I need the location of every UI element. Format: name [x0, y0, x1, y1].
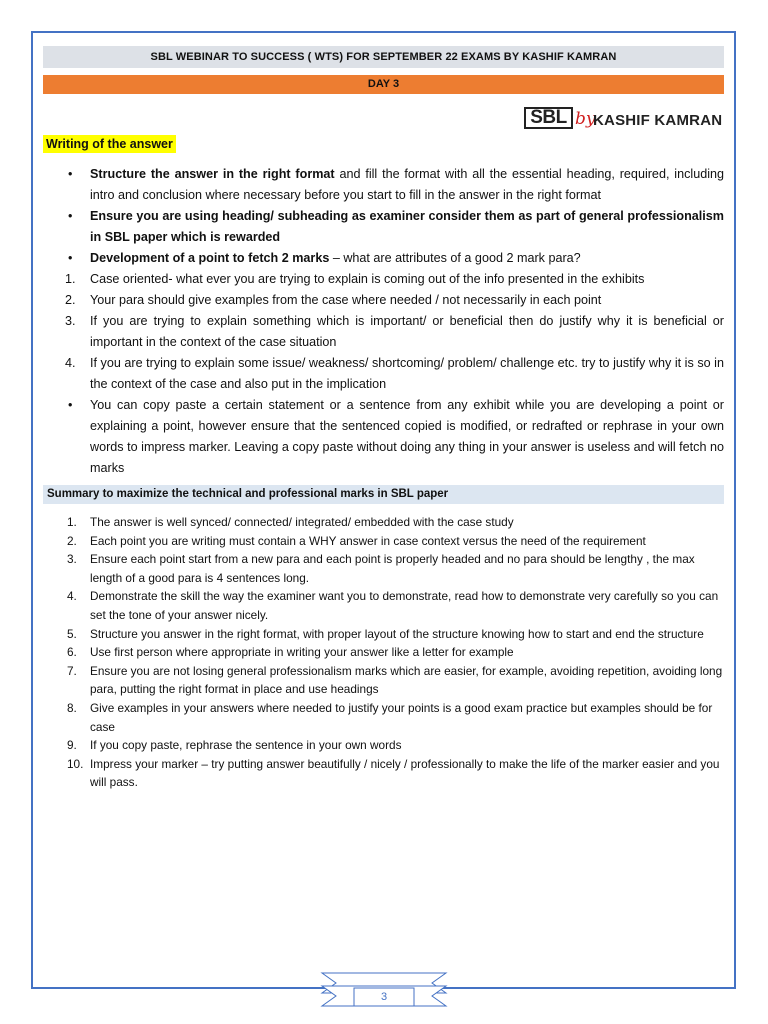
list-marker: • [68, 251, 73, 265]
logo-by-script: by [575, 109, 596, 129]
list-item [43, 662, 724, 699]
list-marker: 1. [65, 272, 76, 286]
list-item-bold: Ensure you are using heading/ subheading as examiner consider them as part of general professionalism in SBL paper which is rewarded [90, 209, 724, 244]
list-item [43, 206, 724, 248]
document-title: SBL WEBINAR TO SUCCESS ( WTS) FOR SEPTEMBER 22 EXAMS BY KASHIF KAMRAN [43, 46, 724, 68]
list-item-text: Your para should give examples from the case where needed / not necessarily in each point [90, 293, 602, 307]
list-item-text: Each point you are writing must contain a WHY answer in case context versus the need of the requirement [90, 533, 646, 548]
list-marker: • [68, 209, 73, 223]
list-marker: 6. [67, 645, 77, 660]
list-item-text: If you copy paste, rephrase the sentence in your own words [90, 738, 402, 753]
list-item [43, 311, 724, 353]
list-item-text: Structure you answer in the right format, with proper layout of the structure knowing how to start and end the structure [90, 626, 704, 641]
list-item [43, 248, 724, 269]
list-marker: 8. [67, 700, 77, 715]
list-marker: 9. [67, 738, 77, 753]
list-marker: 2. [67, 533, 77, 548]
list-item-text: Case oriented- what ever you are trying to explain is coming out of the info presented in the exhibits [90, 272, 645, 286]
list-item [43, 395, 724, 479]
list-marker: 7. [67, 663, 77, 678]
section-heading-writing: Writing of the answer [43, 135, 176, 153]
list-item [43, 513, 724, 532]
list-item-text: You can copy paste a certain statement or a sentence from any exhibit while you are developing a point or explaining a point, however ensure that the sentenced copied is modified, or redrafted or rephrase in your own words to impress marker. Leaving a copy paste without doing any thing in your answer is useless and will fetch no marks [90, 398, 724, 475]
list-item-text: If you are trying to explain some issue/ weakness/ shortcoming/ problem/ challenge etc. try to justify why it is so in the context of the case and also put in the implication [90, 356, 724, 391]
list-item [43, 290, 724, 311]
list-item [43, 164, 724, 206]
page-number: 3 [380, 991, 388, 1003]
logo-name: KASHIF KAMRAN [593, 112, 723, 129]
day-banner: DAY 3 [43, 75, 724, 94]
list-item-text: Impress your marker – try putting answer beautifully / nicely / professionally to make the life of the marker easier and you will pass. [90, 756, 720, 790]
list-item [43, 532, 724, 551]
list-item [43, 550, 724, 587]
list-marker: 4. [65, 356, 76, 370]
list-item-text: Ensure each point start from a new para and each point is properly headed and no para should be lengthy , the max length of a good para is 4 sentences long. [90, 552, 695, 585]
list-item [43, 353, 724, 395]
list-item-text: Give examples in your answers where needed to justify your points is a good exam practice but examples should be for case [90, 700, 713, 734]
list-item [43, 625, 724, 644]
list-item-bold: Development of a point to fetch 2 marks [90, 251, 330, 265]
brand-logo [524, 106, 724, 132]
list-item [43, 587, 724, 624]
section-heading-summary: Summary to maximize the technical and professional marks in SBL paper [43, 485, 724, 504]
page-footer [318, 970, 450, 1010]
writing-answer-list [43, 164, 724, 479]
list-marker: • [68, 398, 73, 412]
list-item-text: Demonstrate the skill the way the examiner want you to demonstrate, read how to demonstrate very carefully so you can set the tone of your answer nicely. [90, 589, 719, 622]
list-item [43, 269, 724, 290]
list-marker: 4. [67, 589, 77, 604]
list-marker: 10. [67, 756, 84, 771]
list-item [43, 736, 724, 755]
list-item [43, 643, 724, 662]
list-marker: 1. [67, 515, 77, 529]
list-marker: 3. [67, 552, 77, 567]
list-item-text: The answer is well synced/ connected/ integrated/ embedded with the case study [90, 515, 514, 529]
logo-sbl-box: SBL [524, 107, 573, 129]
list-marker: 5. [67, 626, 77, 641]
summary-list [43, 513, 724, 792]
list-item [43, 755, 724, 792]
list-marker: 3. [65, 314, 76, 328]
list-item-text: – what are attributes of a good 2 mark para? [329, 251, 581, 265]
list-item-text: and fill the format with all the essential heading, required, including intro and conclusion where necessary before you start to fill in the answer in the right format [90, 167, 725, 202]
list-marker: 2. [65, 293, 76, 307]
list-item-bold: Structure the answer in the right format [90, 167, 335, 181]
list-marker: • [68, 167, 73, 181]
list-item [43, 699, 724, 736]
list-item-text: Ensure you are not losing general professionalism marks which are easier, for example, avoiding repetition, avoiding long para, putting the right format in place and use headings [90, 663, 723, 697]
list-item-text: Use first person where appropriate in writing your answer like a letter for example [90, 645, 514, 660]
list-item-text: If you are trying to explain something which is important/ or beneficial then do justify why it is beneficial or important in the context of the case situation [90, 314, 724, 349]
